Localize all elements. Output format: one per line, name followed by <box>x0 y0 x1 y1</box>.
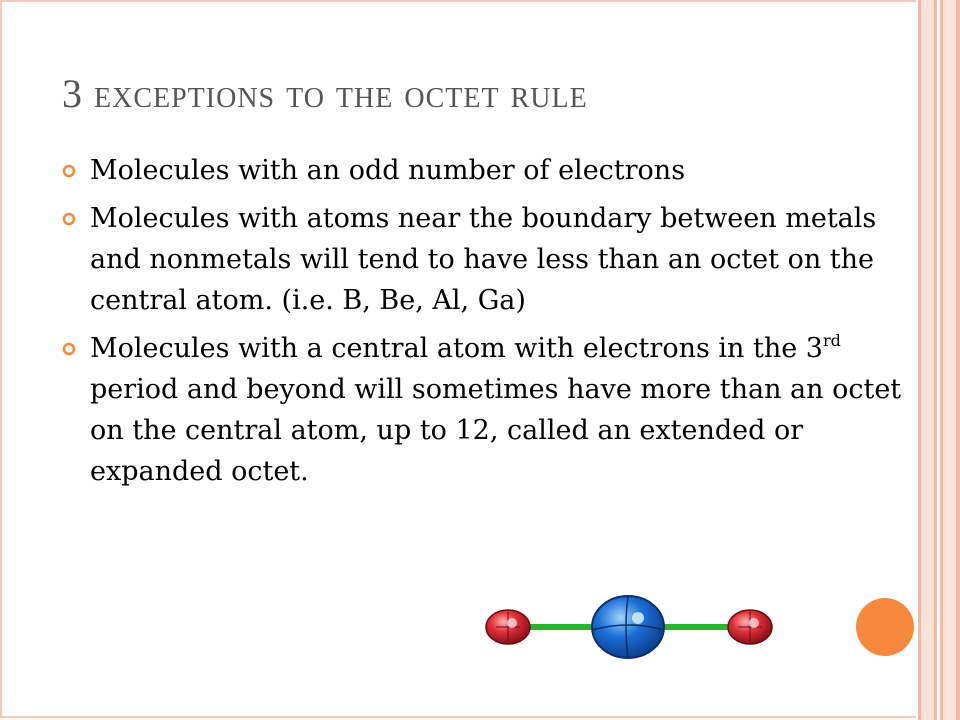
bullet-item <box>62 198 902 321</box>
superscript-rd: rd <box>822 331 841 350</box>
bullet-circle-icon <box>62 342 76 356</box>
bullet-circle-icon <box>62 164 76 178</box>
bullet-text-after: period and beyond will sometimes have more than an octet on the central atom, up to 12, called an extended or expanded octet. <box>90 374 902 487</box>
left-atom <box>486 610 530 644</box>
bullet-circle-icon <box>62 212 76 226</box>
slide-title: 3 exceptions to the octet rule <box>62 71 588 116</box>
central-atom <box>592 596 664 658</box>
bullet-text: Molecules with an odd number of electrons <box>90 155 686 186</box>
bullet-text-before: Molecules with a central atom with electrons in the 3 <box>90 333 823 364</box>
bullet-list <box>62 150 902 499</box>
right-atom <box>728 610 772 644</box>
bullet-item <box>62 150 902 191</box>
linear-molecule-icon <box>478 590 778 670</box>
bullet-item <box>62 328 902 492</box>
accent-circle <box>856 598 914 656</box>
decorative-stripes <box>916 0 960 720</box>
bullet-text: Molecules with atoms near the boundary between metals and nonmetals will tend to have less than an octet on the central atom. (i.e. B, Be, Al, Ga) <box>90 203 877 316</box>
